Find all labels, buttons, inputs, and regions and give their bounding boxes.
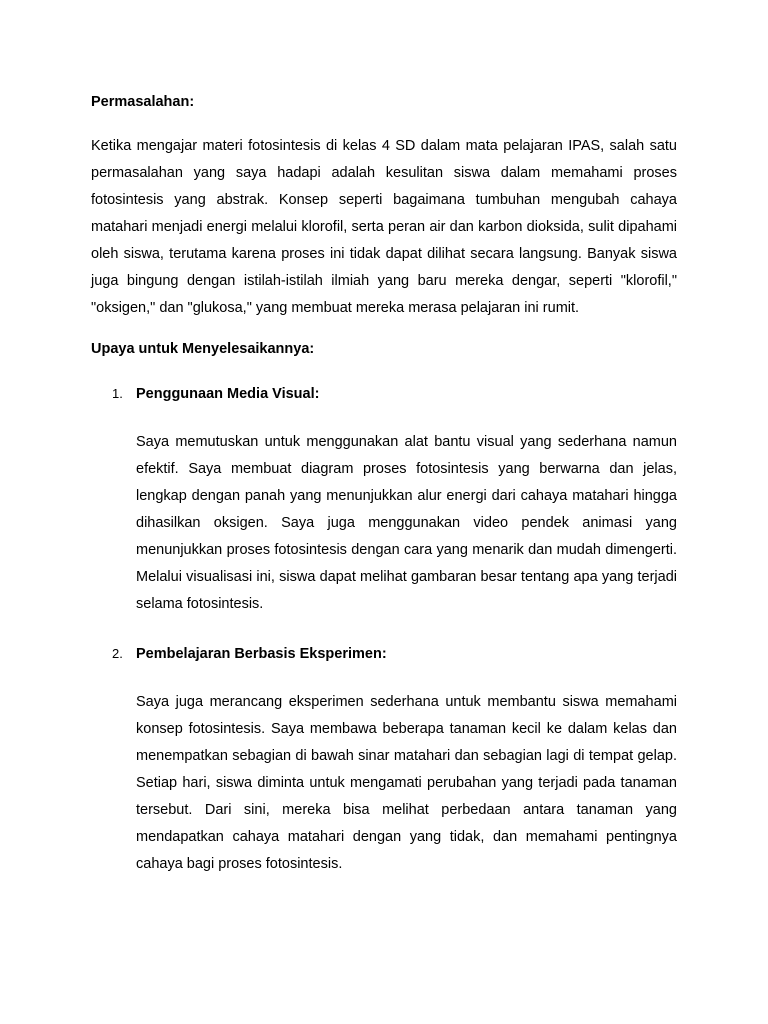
list-item-paragraph: Saya memutuskan untuk menggunakan alat bantu visual yang sederhana namun efektif. Saya membuat diagram proses fotosintesis yang berwarna dan jelas, lengkap dengan panah yang menunjukkan alur energi dari cahaya matahari hingga dihasilkan oksigen. Saya juga menggunakan video pendek animasi yang menunjukkan proses fotosintesis dengan cara yang menarik dan mudah dimengerti. Melalui visualisasi ini, siswa dapat melihat gambaran besar tentang apa yang terjadi selama fotosintesis. xyxy=(136,434,677,612)
list-item xyxy=(91,384,677,618)
list-item-paragraph: Saya juga merancang eksperimen sederhana untuk membantu siswa memahami konsep fotosintesis. Saya membawa beberapa tanaman kecil ke dalam kelas dan menempatkan sebagian di bawah sinar matahari dan sebagian lagi di tempat gelap. Setiap hari, siswa diminta untuk mengamati perubahan yang terjadi pada tanaman tersebut. Dari sini, mereka bisa melihat perbedaan antara tanaman yang mendapatkan cahaya matahari dengan yang tidak, dan memahami pentingnya cahaya bagi proses fotosintesis. xyxy=(136,694,677,872)
problem-heading: Permasalahan: xyxy=(91,94,195,110)
list-item-title: Penggunaan Media Visual: xyxy=(136,386,320,402)
effort-section xyxy=(91,339,677,878)
list-item-title: Pembelajaran Berbasis Eksperimen: xyxy=(136,646,387,662)
list-item xyxy=(91,644,677,878)
list-item-number: 2. xyxy=(112,646,123,661)
problem-section xyxy=(91,92,677,322)
list-item-number: 1. xyxy=(112,386,123,401)
effort-list xyxy=(91,384,677,878)
problem-paragraph: Ketika mengajar materi fotosintesis di kelas 4 SD dalam mata pelajaran IPAS, salah satu permasalahan yang saya hadapi adalah kesulitan siswa dalam memahami proses fotosintesis yang abstrak. Konsep seperti bagaimana tumbuhan mengubah cahaya matahari menjadi energi melalui klorofil, serta peran air dan karbon dioksida, sulit dipahami oleh siswa, terutama karena proses ini tidak dapat dilihat secara langsung. Banyak siswa juga bingung dengan istilah-istilah ilmiah yang baru mereka dengar, seperti "klorofil," "oksigen," dan "glukosa," yang membuat mereka merasa pelajaran ini rumit. xyxy=(91,138,677,316)
document-page xyxy=(91,92,677,878)
effort-heading: Upaya untuk Menyelesaikannya: xyxy=(91,341,315,357)
